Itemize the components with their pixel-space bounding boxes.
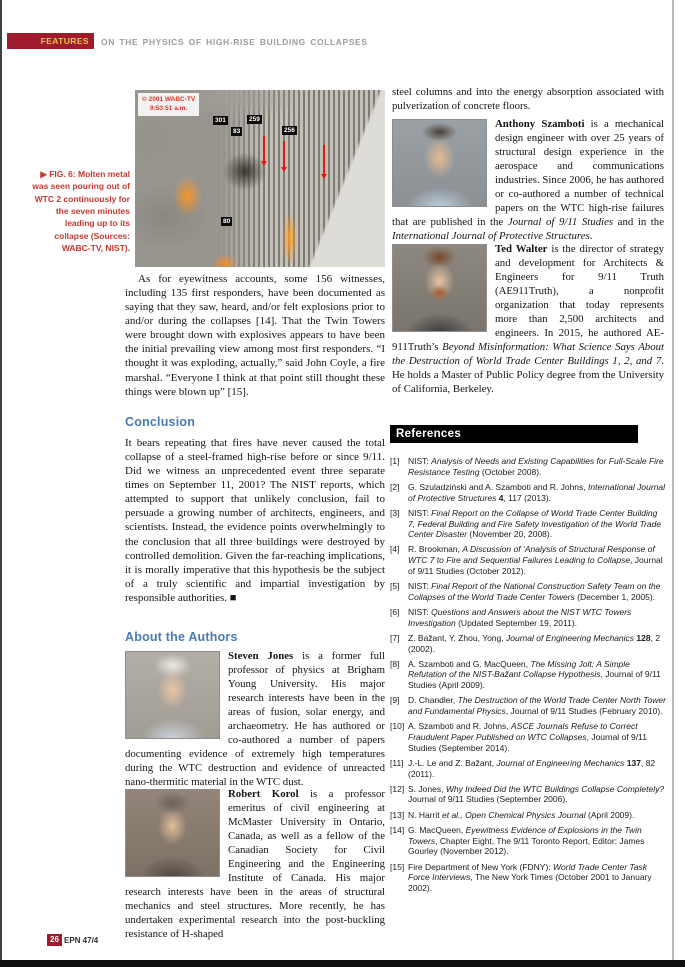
reference-label: [9] [390, 695, 400, 706]
reference-text: D. Chandler, The Destruction of the World Trade Center North Tower and Fundamental Physics, Journal of 9/11 Studies (February 2010). [408, 695, 666, 717]
bio-text-robert-korol: Robert Korol is a professor emeritus of civil engineering at McMaster University in Ontario, Canada, as well as a fellow of the Canadian Society for Civil Engineering and the Engineering Institute of Canada. His major research interests have been in the areas of structural mechanics and steel structures. More recently, he has undertaken experimental research into the post-buckling resistance of H-shaped [125, 788, 385, 941]
reference-text: Fire Department of New York (FDNY): World Trade Center Task Force Interviews, The New York Times (October 2001 to January 2002). [408, 861, 652, 893]
reference-item [390, 607, 666, 628]
features-tag [7, 33, 94, 49]
figure-6-photo [135, 90, 385, 267]
reference-label: [3] [390, 507, 400, 518]
reference-label: [1] [390, 456, 400, 466]
reference-item [390, 862, 666, 894]
photo-credit [138, 93, 199, 116]
down-arrow-icon [323, 145, 325, 175]
reference-text: A. Szamboti and G. MacQueen, The Missing Jolt: A Simple Refutation of the NIST-Bažant Collapse Hypothesis, Journal of 9/11 Studies (April 2009). [408, 658, 661, 691]
column-label-83: 83 [233, 128, 241, 135]
reference-label: [5] [390, 581, 400, 592]
reference-label: [14] [390, 824, 405, 835]
reference-text: NIST: Analysis of Needs and Existing Capabilities for Full-Scale Fire Resistance Testing (October 2008). [408, 456, 664, 477]
reference-item [390, 659, 666, 691]
reference-text: R. Brookman, A Discussion of ‘Analysis of Structural Response of WTC 7 to Fire and Sequential Failures Leading to Collapse, Journal of 9/11 Studies (October 2012). [408, 544, 663, 576]
reference-label: [4] [390, 544, 400, 555]
conclusion-paragraph: It bears repeating that fires have never caused the total collapse of a steel-framed high-rise before or since 9/11. Did we witness an unprecedented event three separate times on September 11, 2001? The NIST reports, which attempted to support that unlikely conclusion, fail to persuade a growing number of architects, engineers, and scientists. Instead, the evidence points overwhelmingly to the conclusion that all three buildings were destroyed by controlled demolition. Given the far-reaching implications, it is morally imperative that this hypothesis be the subject of a truly scientific and impartial investigation by responsible authorities. ■ [125, 437, 385, 604]
reference-text: N. Harrit et al., Open Chemical Physics Journal (April 2009). [408, 809, 635, 820]
reference-text: NIST: Final Report of the National Construction Safety Team on the Collapses of the World Trade Center Towers (December 1, 2005). [408, 581, 661, 602]
reference-text: NIST: Questions and Answers about the NIST WTC Towers Investigation (Updated September 19, 2011). [408, 606, 632, 628]
about-authors-heading: About the Authors [125, 630, 238, 644]
author-photo-ted-walter [392, 244, 487, 332]
reference-text: Z. Bažant, Y. Zhou, Yong, Journal of Engineering Mechanics 128, 2 (2002). [408, 632, 661, 654]
article-kicker: ON THE PHYSICS OF HIGH-RISE BUILDING COLLAPSES [101, 37, 368, 47]
korol-bio-continuation: steel columns and into the energy absorption associated with pulverization of concrete floors. [392, 86, 664, 113]
bio-text-steven-jones: Steven Jones is a former full professor of physics at Brigham Young University. His major research interests have been in the areas of fusion, solar energy, and archaeometry. He has authored or co-authored a number of papers documenting evidence of extremely high temperatures during the WTC destruction and evidence of unreacted nano-thermitic material in the WTC dust. [125, 650, 385, 789]
reference-item [390, 581, 666, 602]
reference-item [390, 825, 666, 857]
author-photo-steven-jones [125, 651, 220, 739]
reference-label: [6] [390, 606, 400, 617]
author-photo-anthony-szamboti [392, 119, 487, 207]
down-arrow-icon [263, 136, 265, 162]
reference-text: G. Szuladziński and A. Szamboti and R. Johns, International Journal of Protective Structures 4, 117 (2013). [408, 481, 666, 503]
reference-item [390, 456, 666, 477]
reference-text: G. MacQueen, Eyewitness Evidence of Explosions in the Twin Towers, Chapter Eight, The 9/11 Toronto Report, Editor: James Gourley (November 2012). [408, 824, 645, 857]
reference-text: S. Jones, Why Indeed Did the WTC Buildings Collapse Completely? Journal of 9/11 Studies (September 2006). [408, 783, 665, 805]
down-arrow-icon [283, 141, 285, 168]
page-number-badge: 26 [47, 934, 62, 946]
reference-item [390, 810, 666, 821]
reference-label: [8] [390, 658, 400, 669]
page-edge-right [672, 0, 674, 967]
reference-item [390, 758, 666, 779]
references-heading: References [396, 428, 462, 440]
features-tag-label: FEATURES [40, 36, 89, 46]
column-label-301: 301 [215, 117, 226, 124]
reference-item [390, 482, 666, 503]
eyewitness-paragraph: As for eyewitness accounts, some 156 witnesses, including 135 first responders, have been documented as saying that they saw, heard, and/or felt explosions prior to and/or during the collapses [14]. That the Twin Towers were brought down with explosives appears to have been the initial prevailing view among most first responders. “I thought it was exploding, actually,” said John Coyle, a fire marshal. “Everyone I think at that point still thought these things were blown up” [15]. [125, 273, 385, 398]
author-bio-steven-jones [125, 649, 385, 789]
column-label-259: 259 [249, 116, 260, 123]
credit-line-1: © 2001 WABC-TV [142, 96, 196, 103]
reference-label: [2] [390, 481, 400, 492]
reference-item [390, 633, 666, 654]
reference-item [390, 508, 666, 540]
author-photo-robert-korol [125, 789, 220, 877]
reference-label: [7] [390, 632, 400, 643]
reference-label: [12] [390, 783, 405, 794]
references-heading-bar [390, 425, 638, 443]
author-bio-robert-korol [125, 787, 385, 941]
author-bio-anthony-szamboti [392, 117, 664, 243]
bio-text-anthony-szamboti: Anthony Szamboti is a mechanical design engineer with over 25 years of structural design experience in the aerospace and communications industries. Since 2006, he has authored or co-authored a number of technical papers on the WTC high-rise failures that are published in the Journal of 9/11 Studies and in the International Journal of Protective Structures. [392, 118, 665, 243]
page-edge-bottom [0, 960, 685, 967]
reference-label: [11] [390, 757, 404, 768]
credit-line-2: 9:53:51 a.m. [149, 105, 188, 113]
reference-label: [15] [390, 861, 405, 872]
reference-text: NIST: Final Report on the Collapse of World Trade Center Building 7, Federal Building and Fire Safety Investigation of the World Trade Center Disaster (November 20, 2008). [408, 507, 662, 540]
reference-item [390, 544, 666, 576]
column-label-80: 80 [223, 218, 231, 225]
reference-item [390, 695, 666, 716]
conclusion-heading: Conclusion [125, 415, 196, 429]
figure-6-caption: ▶ FIG. 6: Molten metal was seen pouring out of WTC 2 continuously for the seven minutes leading up to its collapse (Sources: WABC-TV, NIST). [32, 169, 130, 253]
reference-item [390, 721, 666, 753]
bio-text-ted-walter: Ted Walter is the director of strategy and development for Architects & Engineers for 9/11 Truth (AE911Truth), a nonprofit organization that today represents more than 2,500 architects and engineers. In 2015, he authored AE-911Truth’s Beyond Misinformation: What Science Says About the Destruction of World Trade Center Buildings 1, 2, and 7. He holds a Master of Public Policy degree from the University of California, Berkeley. [392, 243, 664, 396]
author-bio-ted-walter [392, 242, 664, 396]
column-label-256: 256 [284, 127, 295, 134]
journal-issue-label: EPN 47/4 [64, 936, 99, 945]
reference-text: J.-L. Le and Z. Bažant, Journal of Engineering Mechanics 137, 82 (2011). [408, 757, 656, 779]
reference-text: A. Szamboti and R. Johns, ASCE Journals Refuse to Correct Fraudulent Paper Published on WTC Collapses, Journal of 9/11 Studies (September 2014). [408, 721, 647, 753]
reference-item [390, 784, 666, 805]
reference-label: [10] [390, 721, 405, 732]
reference-label: [13] [390, 809, 405, 820]
page-edge-left [0, 0, 2, 967]
references-list [390, 456, 666, 898]
